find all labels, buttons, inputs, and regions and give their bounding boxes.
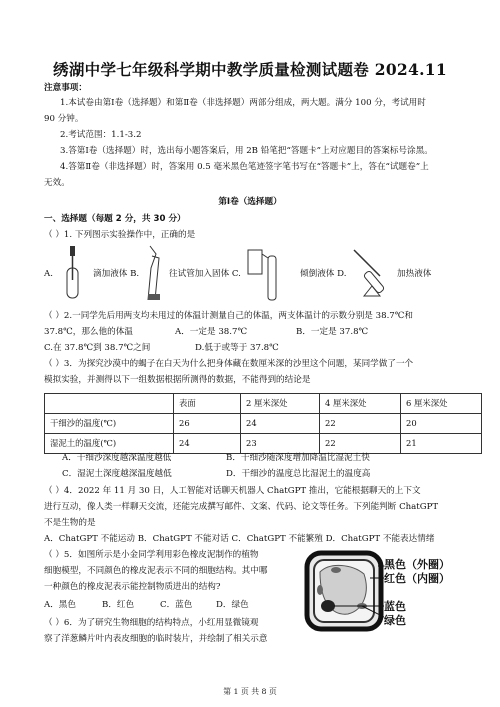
q5-option-b: B．红色 bbox=[102, 600, 135, 610]
notice-heading: 注意事项： bbox=[44, 83, 87, 93]
table-cell: 24 bbox=[174, 434, 241, 454]
table-row bbox=[45, 434, 482, 454]
plant-cell-model-image bbox=[304, 550, 384, 632]
notice-item: 90 分钟。 bbox=[44, 114, 84, 124]
q2-option-b: B．一定是 37.8℃ bbox=[296, 327, 369, 337]
table-cell: 23 bbox=[241, 434, 320, 454]
q6-line1: （ ）6．为了研究生物细胞的结构特点，小红用显微镜观 bbox=[44, 618, 259, 628]
table-header-cell: 4 厘米深处 bbox=[320, 394, 401, 414]
notice-item: 无效。 bbox=[44, 178, 70, 188]
heating-liquid-image bbox=[350, 246, 394, 302]
q5-line3: 一种颜色的橡皮泥表示能控制物质进出的结构? bbox=[44, 582, 221, 592]
q2-option-a: A．一定是 38.7℃ bbox=[175, 327, 248, 337]
table-cell: 24 bbox=[241, 414, 320, 434]
q1-option-a: A. bbox=[44, 269, 53, 279]
dropper-test-tube-image bbox=[58, 244, 90, 300]
legend-black: 黑色（外圈） bbox=[384, 558, 450, 571]
q4-line3: 不是生物的是 bbox=[44, 518, 96, 528]
table-cell: 20 bbox=[401, 414, 482, 434]
q5-line2: 细胞模型，不同颜色的橡皮泥表示不同的细胞结构。其中哪 bbox=[44, 566, 268, 576]
q3-option-a: A．干细沙深度越深温度越低 bbox=[62, 453, 172, 463]
part1-heading: 第Ⅰ卷（选择题） bbox=[218, 197, 282, 207]
table-header-cell: 表面 bbox=[174, 394, 241, 414]
page-title: 绣湖中学七年级科学期中教学质量检测试题卷 2024.11 bbox=[53, 60, 447, 79]
q1-option-d: 倾倒液体 D. bbox=[300, 269, 347, 279]
q3-data-table bbox=[44, 393, 482, 454]
table-row bbox=[45, 414, 482, 434]
q2-line2: 37.8℃，那么他的体温 bbox=[44, 327, 133, 337]
q4-line1: （ ）4．2022 年 11 月 30 日，人工智能对话聊天机器人 ChatGPT 推出，它能根据聊天的上下文 bbox=[44, 486, 421, 496]
q5-line1: （ ）5．如图所示是小金同学利用彩色橡皮泥制作的植物 bbox=[44, 550, 259, 560]
notice-item: 3.答第Ⅰ卷（选择题）时，选出每小题答案后，用 2B 铅笔把“答题卡”上对应题目的答案标号涂黑。 bbox=[60, 146, 433, 156]
q4-options: A．ChatGPT 不能运动 B．ChatGPT 不能对话 C．ChatGPT 不能繁殖 D．ChatGPT 不能表达情绪 bbox=[44, 534, 435, 544]
q1-stem: （ ）1. 下列图示实验操作中，正确的是 bbox=[44, 230, 196, 240]
table-row bbox=[45, 394, 482, 414]
q3-option-c: C．湿泥土深度越深温度越低 bbox=[62, 469, 172, 479]
q3-line2: 模拟实验，并测得以下一组数据根据所测得的数据，不能得到的结论是 bbox=[44, 375, 311, 385]
table-cell: 干细沙的温度(℃) bbox=[45, 414, 174, 434]
q1-option-d-label: 加热液体 bbox=[397, 269, 432, 279]
table-cell: 26 bbox=[174, 414, 241, 434]
table-header-cell: 2 厘米深处 bbox=[241, 394, 320, 414]
section1-heading: 一、选择题（每题 2 分，共 30 分） bbox=[44, 214, 186, 224]
q3-option-d: D．干细沙的温度总比湿泥土的温度高 bbox=[226, 469, 371, 479]
table-header-cell: 6 厘米深处 bbox=[401, 394, 482, 414]
table-header-cell bbox=[45, 394, 174, 414]
q2-option-d: D.低于或等于 37.8℃ bbox=[195, 343, 279, 353]
q6-line2: 察了洋葱鳞片叶内表皮细胞的临时装片，并绘制了相关示意 bbox=[44, 634, 268, 644]
q3-line1: （ ）3．为探究沙漠中的蝎子在白天为什么把身体藏在数厘米深的沙里这个问题，某同学做了一个 bbox=[44, 359, 414, 369]
q5-option-d: D．绿色 bbox=[216, 600, 249, 610]
q1-option-b: 滴加液体 B. bbox=[93, 269, 140, 279]
legend-blue: 蓝色 bbox=[384, 600, 406, 613]
q4-line2: 进行互动，像人类一样聊天交流，还能完成撰写邮件、文案、代码、论文等任务。下列能判断 ChatGPT bbox=[44, 502, 439, 512]
notice-item: 2.考试范围：1.1-3.2 bbox=[60, 130, 142, 140]
notice-item: 4.答第Ⅱ卷（非选择题）时，答案用 0.5 毫米黑色笔迹签字笔书写在“答题卡”上，答在“试题卷”上 bbox=[60, 162, 429, 172]
q5-option-c: C．蓝色 bbox=[160, 600, 193, 610]
table-cell: 22 bbox=[320, 414, 401, 434]
legend-green: 绿色 bbox=[384, 614, 406, 627]
notice-item: 1.本试卷由第Ⅰ卷（选择题）和第Ⅱ卷（非选择题）两部分组成，两大题。满分 100 分，考试用时 bbox=[60, 98, 426, 108]
q5-option-a: A．黑色 bbox=[44, 600, 76, 610]
q2-option-c: C.在 37.8℃到 38.7℃之间 bbox=[44, 343, 151, 353]
solid-into-tube-image bbox=[142, 244, 166, 302]
legend-red: 红色（内圈） bbox=[384, 572, 450, 585]
q3-option-b: B．干细沙随深度增加降温比湿泥土快 bbox=[226, 453, 370, 463]
table-cell: 22 bbox=[320, 434, 401, 454]
pouring-liquid-image bbox=[246, 248, 294, 304]
page-footer: 第 1 页 共 8 页 bbox=[223, 687, 277, 696]
table-cell: 21 bbox=[401, 434, 482, 454]
table-cell: 湿泥土的温度(℃) bbox=[45, 434, 174, 454]
q1-option-c: 往试管加入固体 C. bbox=[169, 269, 241, 279]
q2-line1: （ ）2.一同学先后用两支均未甩过的体温计测量自己的体温，两支体温计的示数分别是 38.7℃和 bbox=[44, 311, 413, 321]
